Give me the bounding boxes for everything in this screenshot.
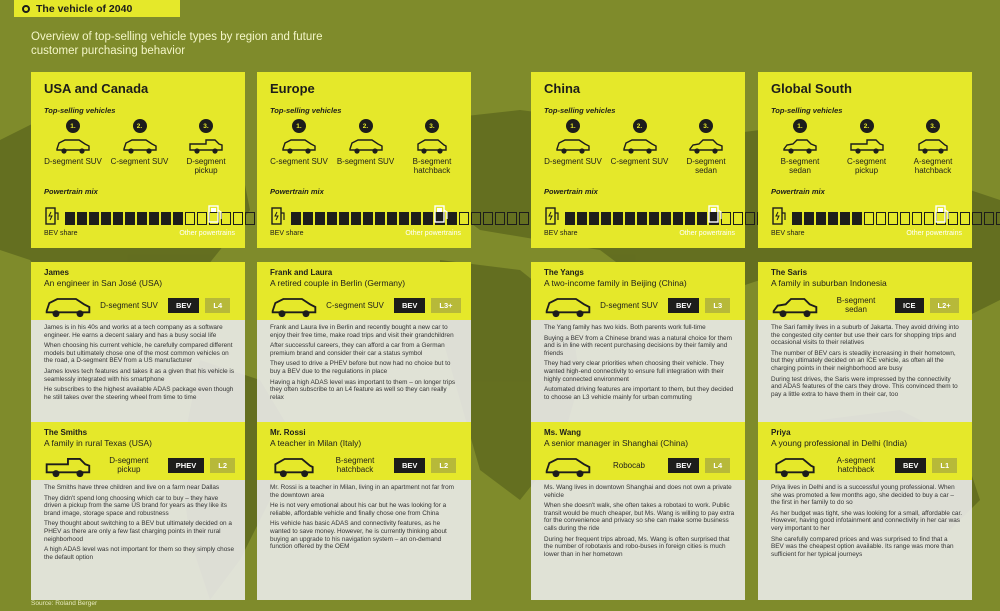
page-title: The vehicle of 2040 — [36, 2, 133, 15]
share-block — [673, 212, 683, 225]
persona-text: They thought about switching to a BEV but ultimately decided on a PHEV as there are only a few fast charging points in their rural neighborhood — [44, 520, 232, 543]
persona-description: A family in suburban Indonesia — [771, 278, 887, 288]
persona-body — [257, 480, 471, 600]
bev-share-label: BEV share — [544, 230, 578, 237]
powertrain-label: Powertrain mix — [544, 187, 598, 196]
persona-name: The Yangs — [544, 268, 584, 277]
persona-card — [531, 262, 745, 422]
region-summary — [257, 72, 471, 248]
persona-description: A teacher in Milan (Italy) — [270, 438, 362, 448]
share-block — [483, 212, 493, 225]
share-block — [245, 212, 255, 225]
persona-text: His vehicle has basic ADAS and connectivity features, as he wanted to save money. However, he is currently thinking about buying an upgrade to his navigation system – an on-demand function offered by the OEM — [270, 520, 447, 551]
share-block — [960, 212, 970, 225]
pickup-icon — [188, 137, 224, 155]
persona-body — [31, 320, 245, 422]
persona-card — [758, 422, 972, 600]
vehicle-item — [611, 119, 669, 187]
persona-text: The number of BEV cars is steadily increasing in their hometown, but they ultimately decided on an ICE vehicle, as often all the charging points in their neighborhood are busy — [771, 349, 956, 372]
share-block — [327, 212, 337, 225]
vehicle-name: A-segment hatchback — [913, 157, 953, 175]
powertrain-badge: ICE — [895, 298, 924, 313]
autonomy-level-badge: L3+ — [431, 298, 460, 313]
share-block — [996, 212, 1000, 225]
persona-text: He is not very emotional about his car but he was looking for a reliable, affordable vehicle and finally chose one from China — [270, 502, 447, 517]
persona-name: Priya — [771, 428, 791, 437]
pickup-icon — [44, 455, 92, 475]
persona-body — [531, 320, 745, 422]
persona-body — [531, 480, 745, 600]
share-block — [900, 212, 910, 225]
persona-header — [758, 422, 972, 480]
vehicle-row — [544, 119, 735, 187]
vehicle-row — [771, 119, 962, 187]
rank-badge: 3. — [926, 119, 940, 133]
share-block — [363, 212, 373, 225]
persona-header — [531, 422, 745, 480]
share-block — [77, 212, 87, 225]
share-block — [351, 212, 361, 225]
persona-text: When she doesn't walk, she often takes a robotaxi to work. Public transit would be much cheaper, but Ms. Wang is willing to pay extra for the convenience and privacy so she can make some business calls during the ride — [544, 502, 735, 532]
share-block — [661, 212, 671, 225]
share-block — [601, 212, 611, 225]
fuel-pump-icon — [934, 204, 950, 224]
persona-header — [31, 262, 245, 320]
powertrain-mix — [44, 198, 235, 258]
powertrain-badge: BEV — [394, 298, 425, 313]
share-block — [984, 212, 994, 225]
share-block — [816, 212, 826, 225]
persona-text: He subscribes to the highest available ADAS package even though he still takes over the steering wheel from time to time — [44, 386, 234, 401]
persona-vehicle-row — [544, 294, 735, 316]
vehicle-name: C-segment SUV — [110, 157, 169, 166]
vehicle-name: D-segment pickup — [186, 157, 226, 175]
persona-description: A family in rural Texas (USA) — [44, 438, 153, 448]
persona-text: Ms. Wang lives in downtown Shanghai and does not own a private vehicle — [544, 484, 732, 499]
share-block — [495, 212, 505, 225]
persona-header — [531, 262, 745, 320]
region-name: China — [544, 81, 581, 96]
persona-text: Mr. Rossi is a teacher in Milan, living in an apartment not far from the downtown area — [270, 484, 454, 499]
region-summary — [31, 72, 245, 248]
share-block — [876, 212, 886, 225]
powertrain-badge: BEV — [668, 298, 699, 313]
region-name: Europe — [270, 81, 315, 96]
powertrain-badge: BEV — [394, 458, 425, 473]
persona-text: They had very clear priorities when choosing their vehicle. They wanted high-end connectivity to ensure full integration with their highly connected environment — [544, 360, 724, 383]
charging-plug-icon — [270, 206, 286, 226]
region-column — [758, 72, 972, 558]
vehicle-item — [337, 119, 395, 187]
persona-name: The Smiths — [44, 428, 88, 437]
vehicle-name: B-segment sedan — [780, 157, 820, 175]
vehicle-item — [270, 119, 328, 187]
persona-text: Automated driving features are important to them, but they decided to choose an L3 vehicle mainly for urban commuting — [544, 386, 734, 401]
bev-share-label: BEV share — [771, 230, 805, 237]
vehicle-item — [838, 119, 896, 187]
share-block — [101, 212, 111, 225]
share-block — [173, 212, 183, 225]
persona-body — [758, 480, 972, 600]
share-block — [339, 212, 349, 225]
rank-badge: 2. — [860, 119, 874, 133]
persona-text: As her budget was tight, she was looking for a small, affordable car. However, having good infotainment and connectivity in her car was very important to her — [771, 509, 962, 532]
share-block — [387, 212, 397, 225]
share-block — [589, 212, 599, 225]
share-block — [375, 212, 385, 225]
share-block — [733, 212, 743, 225]
share-block — [828, 212, 838, 225]
vehicle-item — [111, 119, 169, 187]
share-block — [315, 212, 325, 225]
hatchback-icon — [414, 137, 450, 155]
persona-vehicle-row — [771, 454, 962, 476]
page-subtitle: Overview of top-selling vehicle types by region and future customer purchasing behavior — [31, 31, 323, 57]
rank-badge: 3. — [425, 119, 439, 133]
vehicle-name: D-segment sedan — [686, 157, 726, 175]
persona-text: The Smiths have three children and live on a farm near Dallas — [44, 484, 220, 491]
persona-text: James loves tech features and takes it as a given that his vehicle is seamlessly integrated with his smartphone — [44, 367, 235, 383]
rank-badge: 2. — [359, 119, 373, 133]
persona-vehicle: B-segment sedan — [836, 296, 876, 314]
vehicle-item — [403, 119, 461, 187]
vehicle-name: C-segment SUV — [270, 157, 328, 166]
bev-share-bar — [792, 212, 1000, 225]
powertrain-badge: PHEV — [168, 458, 204, 473]
share-block — [399, 212, 409, 225]
region-column — [531, 72, 745, 558]
share-block — [411, 212, 421, 225]
persona-card — [758, 262, 972, 422]
share-block — [745, 212, 755, 225]
share-block — [840, 212, 850, 225]
rank-badge: 1. — [566, 119, 580, 133]
share-block — [804, 212, 814, 225]
region-summary — [758, 72, 972, 248]
top-selling-label: Top-selling vehicles — [44, 106, 116, 115]
hatchback-icon — [771, 455, 819, 475]
bev-share-label: BEV share — [44, 230, 78, 237]
powertrain-badge: BEV — [895, 458, 926, 473]
persona-card — [31, 422, 245, 600]
share-block — [637, 212, 647, 225]
autonomy-level-badge: L4 — [705, 458, 730, 473]
share-block — [185, 212, 195, 225]
persona-header — [257, 262, 471, 320]
persona-body — [31, 480, 245, 600]
suv-icon — [122, 137, 158, 155]
persona-vehicle: B-segment hatchback — [335, 456, 375, 474]
hatchback-icon — [915, 137, 951, 155]
share-block — [303, 212, 313, 225]
top-selling-label: Top-selling vehicles — [544, 106, 616, 115]
persona-card — [531, 422, 745, 600]
source-note: Source: Roland Berger — [31, 600, 98, 607]
other-powertrains-label: Other powertrains — [679, 230, 735, 237]
vehicle-name: B-segment hatchback — [412, 157, 452, 175]
share-block — [423, 212, 433, 225]
suv-icon — [544, 295, 592, 315]
circle-icon — [22, 5, 30, 13]
powertrain-label: Powertrain mix — [771, 187, 825, 196]
persona-text: They didn't spend long choosing which car to buy – they have driven a pickup from the same US brand for years as they like its brand image, storage space and robustness — [44, 494, 227, 517]
share-block — [888, 212, 898, 225]
suv-icon — [622, 137, 658, 155]
share-block — [852, 212, 862, 225]
powertrain-label: Powertrain mix — [270, 187, 324, 196]
vehicle-item — [771, 119, 829, 187]
persona-header — [257, 422, 471, 480]
persona-name: Frank and Laura — [270, 268, 333, 277]
share-block — [137, 212, 147, 225]
share-block — [459, 212, 469, 225]
persona-vehicle: A-segment hatchback — [836, 456, 876, 474]
share-block — [161, 212, 171, 225]
share-block — [864, 212, 874, 225]
persona-text: They used to drive a PHEV before but now had no choice but to buy a BEV due to the regulations in place — [270, 360, 451, 375]
persona-text: Having a high ADAS level was important to them – on longer trips they often subscribe to an L4 feature as well so they can really relax — [270, 378, 456, 401]
share-block — [577, 212, 587, 225]
charging-plug-icon — [544, 206, 560, 226]
share-block — [565, 212, 575, 225]
vehicle-item — [544, 119, 602, 187]
suv-icon — [544, 455, 592, 475]
bev-share-label: BEV share — [270, 230, 304, 237]
top-selling-label: Top-selling vehicles — [270, 106, 342, 115]
region-name: USA and Canada — [44, 81, 149, 96]
share-block — [519, 212, 529, 225]
vehicle-item — [677, 119, 735, 187]
share-block — [649, 212, 659, 225]
region-summary — [531, 72, 745, 248]
powertrain-label: Powertrain mix — [44, 187, 98, 196]
share-block — [507, 212, 517, 225]
pickup-icon — [849, 137, 885, 155]
share-block — [113, 212, 123, 225]
fuel-pump-icon — [707, 204, 723, 224]
persona-description: A retired couple in Berlin (Germany) — [270, 278, 406, 288]
persona-description: A two-income family in Beijing (China) — [544, 278, 687, 288]
persona-header — [31, 422, 245, 480]
persona-vehicle: Robocab — [612, 460, 646, 470]
suv-icon — [555, 137, 591, 155]
share-block — [471, 212, 481, 225]
vehicle-item — [44, 119, 102, 187]
persona-description: An engineer in San José (USA) — [44, 278, 163, 288]
persona-name: Mr. Rossi — [270, 428, 306, 437]
share-block — [613, 212, 623, 225]
suv-icon — [55, 137, 91, 155]
persona-text: After successful careers, they can afford a car from a German premium brand and consider their car a status symbol — [270, 342, 445, 357]
persona-vehicle-row — [44, 294, 235, 316]
charging-plug-icon — [44, 206, 60, 226]
powertrain-badge: BEV — [668, 458, 699, 473]
hatchback-icon — [270, 455, 318, 475]
vehicle-row — [270, 119, 461, 187]
persona-description: A senior manager in Shanghai (China) — [544, 438, 689, 448]
persona-vehicle-row — [44, 454, 235, 476]
rank-badge: 2. — [133, 119, 147, 133]
persona-description: A young professional in Delhi (India) — [771, 438, 908, 448]
share-block — [685, 212, 695, 225]
persona-text: During test drives, the Saris were impressed by the connectivity and ADAS features of the cars they drove. This convinced them to pay a little extra to have them in their car, too — [771, 375, 958, 398]
persona-text: The Yang family has two kids. Both parents work full-time — [544, 324, 706, 331]
share-block — [697, 212, 707, 225]
fuel-pump-icon — [207, 204, 223, 224]
share-block — [924, 212, 934, 225]
autonomy-level-badge: L1 — [932, 458, 957, 473]
persona-vehicle: D-segment SUV — [100, 300, 158, 310]
vehicle-name: C-segment SUV — [610, 157, 669, 166]
rank-badge: 3. — [199, 119, 213, 133]
top-selling-label: Top-selling vehicles — [771, 106, 843, 115]
rank-badge: 2. — [633, 119, 647, 133]
sedan-icon — [688, 137, 724, 155]
share-block — [233, 212, 243, 225]
powertrain-mix — [270, 198, 461, 258]
rank-badge: 3. — [699, 119, 713, 133]
rank-badge: 1. — [292, 119, 306, 133]
persona-body — [758, 320, 972, 422]
region-column — [257, 72, 471, 551]
fuel-pump-icon — [433, 204, 449, 224]
vehicle-name: D-segment SUV — [544, 157, 602, 166]
persona-text: Buying a BEV from a Chinese brand was a natural choice for them and is in line with recent purchasing decisions by their family and friends — [544, 334, 732, 357]
other-powertrains-label: Other powertrains — [179, 230, 235, 237]
persona-vehicle: D-segment pickup — [109, 456, 149, 474]
other-powertrains-label: Other powertrains — [405, 230, 461, 237]
powertrain-mix — [771, 198, 962, 258]
persona-text: The Sari family lives in a suburb of Jakarta. They avoid driving into the congested city center but use their cars for shopping trips and occasional visits to their relatives — [771, 324, 959, 347]
header-bar — [14, 0, 180, 17]
persona-header — [758, 262, 972, 320]
vehicle-item — [177, 119, 235, 187]
sedan-icon — [771, 295, 819, 315]
suv-icon — [348, 137, 384, 155]
autonomy-level-badge: L4 — [205, 298, 230, 313]
persona-name: James — [44, 268, 69, 277]
rank-badge: 1. — [793, 119, 807, 133]
vehicle-name: C-segment pickup — [846, 157, 887, 175]
charging-plug-icon — [771, 206, 787, 226]
rank-badge: 1. — [66, 119, 80, 133]
autonomy-level-badge: L2 — [431, 458, 456, 473]
persona-text: During her frequent trips abroad, Ms. Wang is often surprised that the number of robotaxis and robo-buses in foreign cities is much lower than in her hometown — [544, 535, 730, 558]
persona-text: She carefully compared prices and was surprised to find that a BEV was the cheapest option available. Its range was more than sufficient for her typical journeys — [771, 535, 954, 558]
persona-name: The Saris — [771, 268, 808, 277]
persona-vehicle-row — [771, 294, 962, 316]
persona-vehicle: C-segment SUV — [326, 300, 384, 310]
vehicle-row — [44, 119, 235, 187]
powertrain-badge: BEV — [168, 298, 199, 313]
share-block — [912, 212, 922, 225]
powertrain-mix — [544, 198, 735, 258]
suv-icon — [44, 295, 92, 315]
persona-card — [257, 422, 471, 600]
persona-text: James is in his 40s and works at a tech company as a software engineer. He earns a decent salary and has a busy social life — [44, 324, 223, 339]
persona-card — [257, 262, 471, 422]
suv-icon — [270, 295, 318, 315]
sedan-icon — [782, 137, 818, 155]
other-powertrains-label: Other powertrains — [906, 230, 962, 237]
region-name: Global South — [771, 81, 852, 96]
persona-vehicle: D-segment SUV — [600, 300, 658, 310]
share-block — [625, 212, 635, 225]
autonomy-level-badge: L2+ — [930, 298, 959, 313]
persona-vehicle-row — [270, 294, 461, 316]
bev-share-bar — [291, 212, 529, 225]
share-block — [197, 212, 207, 225]
autonomy-level-badge: L2 — [210, 458, 235, 473]
suv-icon — [281, 137, 317, 155]
persona-text: When choosing his current vehicle, he carefully compared different models but ultimately chose one of the most common vehicles on the road, a D-segment BEV from a US manufacturer — [44, 342, 233, 365]
persona-vehicle-row — [544, 454, 735, 476]
persona-text: A high ADAS level was not important for them so they simply chose the default option — [44, 546, 235, 561]
vehicle-name: D-segment SUV — [44, 157, 102, 166]
persona-vehicle-row — [270, 454, 461, 476]
vehicle-item — [904, 119, 962, 187]
share-block — [89, 212, 99, 225]
share-block — [291, 212, 301, 225]
persona-text: Priya lives in Delhi and is a successful young professional. When she was promoted a few months ago, she decided to buy a car – the first in her family to do so — [771, 484, 955, 507]
share-block — [125, 212, 135, 225]
share-block — [792, 212, 802, 225]
share-block — [149, 212, 159, 225]
persona-name: Ms. Wang — [544, 428, 582, 437]
persona-card — [31, 262, 245, 422]
persona-body — [257, 320, 471, 422]
share-block — [972, 212, 982, 225]
share-block — [65, 212, 75, 225]
persona-text: Frank and Laura live in Berlin and recently bought a new car to enjoy their free time, make road trips and visit their grandchildren — [270, 324, 454, 339]
autonomy-level-badge: L3 — [705, 298, 730, 313]
vehicle-name: B-segment SUV — [336, 157, 395, 166]
region-column — [31, 72, 245, 561]
